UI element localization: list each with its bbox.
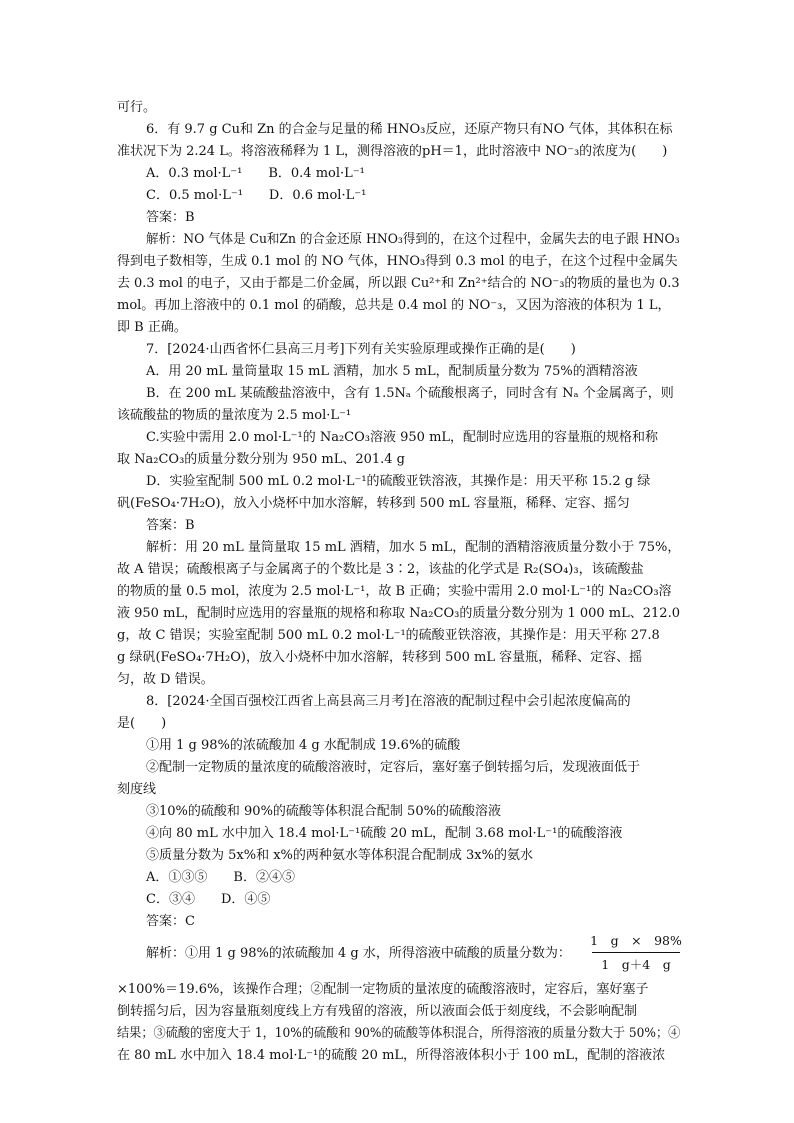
text-line: 得到电子数相等，生成 0.1 mol 的 NO 气体，HNO₃得到 0.3 mol 的电子，在这个过程中金属失	[117, 254, 678, 269]
text-line: 解析：①用 1 g 98%的浓硫酸加 4 g 水，所得溶液中硫酸的质量分数为：	[146, 946, 571, 961]
text-line: 刻度线	[117, 782, 157, 797]
text-line: C.实验中需用 2.0 mol·L⁻¹的 Na₂CO₃溶液 950 mL，配制时应选用的容量瓶的规格和称	[146, 430, 659, 445]
fraction-bar	[592, 952, 680, 953]
text-line: 可行。	[117, 100, 157, 115]
text-line: 在 80 mL 水中加入 18.4 mol·L⁻¹的硫酸 20 mL，所得溶液体积小于 100 mL，配制的溶液浓	[117, 1048, 666, 1063]
fraction-numerator: 1 g × 98%	[590, 933, 682, 948]
text-line: 6．有 9.7 g Cu和 Zn 的合金与足量的稀 HNO₃反应，还原产物只有NO 气体，其体积在标	[146, 122, 673, 137]
text-line: 即 B 正确。	[117, 320, 187, 335]
text-line: 液 950 mL，配制时应选用的容量瓶的规格和称取 Na₂CO₃的质量分数分别为 1 000 mL、212.0	[117, 606, 680, 621]
text-line: 取 Na₂CO₃的质量分数分别为 950 mL、201.4 g	[117, 452, 405, 467]
text-line: D．实验室配制 500 mL 0.2 mol·L⁻¹的硫酸亚铁溶液，其操作是：用天平称 15.2 g 绿	[146, 474, 651, 489]
text-line: g，故 C 错误；实验室配制 500 mL 0.2 mol·L⁻¹的硫酸亚铁溶液，其操作是：用天平称 27.8	[117, 628, 660, 643]
text-line: B．在 200 mL 某硫酸盐溶液中，含有 1.5Nₐ 个硫酸根离子，同时含有 Nₐ 个金属离子，则	[146, 386, 674, 401]
text-line: C．0.5 mol·L⁻¹ D．0.6 mol·L⁻¹	[146, 188, 367, 203]
text-line: 8．[2024·全国百强校江西省上高县高三月考]在溶液的配制过程中会引起浓度偏高的	[146, 694, 631, 709]
text-line: 答案：B	[146, 210, 195, 225]
text-line: A．0.3 mol·L⁻¹ B．0.4 mol·L⁻¹	[146, 166, 365, 181]
text-line: ①用 1 g 98%的浓硫酸加 4 g 水配制成 19.6%的硫酸	[146, 738, 461, 753]
text-line: ④向 80 mL 水中加入 18.4 mol·L⁻¹硫酸 20 mL，配制 3.68 mol·L⁻¹的硫酸溶液	[146, 826, 623, 841]
text-line: 答案：C	[146, 914, 195, 929]
text-line: 匀，故 D 错误。	[117, 672, 214, 687]
text-line: 的物质的量 0.5 mol，浓度为 2.5 mol·L⁻¹，故 B 正确；实验中需用 2.0 mol·L⁻¹的 Na₂CO₃溶	[117, 584, 672, 599]
text-line: 解析：NO 气体是 Cu和Zn 的合金还原 HNO₃得到的，在这个过程中，金属失去的电子跟 HNO₃	[146, 232, 680, 247]
text-line: 故 A 错误；硫酸根离子与金属离子的个数比是 3∶2，该盐的化学式是 R₂(SO₄)₃，该硫酸盐	[117, 562, 644, 577]
text-line: 倒转摇匀后，因为容量瓶刻度线上方有残留的溶液，所以液面会低于刻度线，不会影响配制	[117, 1004, 638, 1019]
text-line: C．③④ D．④⑤	[146, 892, 271, 907]
text-line: 去 0.3 mol 的电子，又由于都是二价金属，所以跟 Cu²⁺和 Zn²⁺结合的 NO⁻₃的物质的量也为 0.3	[117, 276, 680, 291]
text-line: ②配制一定物质的量浓度的硫酸溶液时，定容后，塞好塞子倒转摇匀后，发现液面低于	[146, 760, 641, 775]
text-line: 结果；③硫酸的密度大于 1，10%的硫酸和 90%的硫酸等体积混合，所得溶液的质量分数大于 50%；④	[117, 1026, 681, 1041]
text-line: ③10%的硫酸和 90%的硫酸等体积混合配制 50%的硫酸溶液	[146, 804, 501, 819]
text-line: 是( )	[117, 716, 167, 731]
text-line: 答案：B	[146, 518, 195, 533]
text-line: 准状况下为 2.24 L。将溶液稀释为 1 L，测得溶液的pH＝1，此时溶液中 NO⁻₃的浓度为( )	[117, 144, 668, 159]
text-line: 7．[2024·山西省怀仁县高三月考]下列有关实验原理或操作正确的是( )	[146, 342, 576, 357]
text-line: 解析：用 20 mL 量筒量取 15 mL 酒精，加水 5 mL，配制的酒精溶液质量分数小于 75%，	[146, 540, 681, 555]
text-line: ×100%＝19.6%，该操作合理；②配制一定物质的量浓度的硫酸溶液时，定容后，塞好塞子	[117, 982, 649, 997]
text-line: 该硫酸盐的物质的量浓度为 2.5 mol·L⁻¹	[117, 408, 352, 423]
text-line: g 绿矾(FeSO₄·7H₂O)，放入小烧杯中加水溶解，转移到 500 mL 容量瓶，稀释、定容、摇	[117, 650, 643, 665]
text-line: A．①③⑤ B．②④⑤	[146, 870, 295, 885]
text-line: ⑤质量分数为 5x%和 x%的两种氨水等体积混合配制成 3x%的氨水	[146, 848, 533, 863]
text-line: 矾(FeSO₄·7H₂O)，放入小烧杯中加水溶解，转移到 500 mL 容量瓶，稀释、定容、摇匀	[117, 496, 630, 511]
text-line: mol。再加上溶液中的 0.1 mol 的硝酸，总共是 0.4 mol 的 NO⁻₃，又因为溶液的体积为 1 L，	[117, 298, 671, 313]
text-line: A．用 20 mL 量筒量取 15 mL 酒精，加水 5 mL，配制质量分数为 75%的酒精溶液	[146, 364, 638, 379]
fraction-denominator: 1 g＋4 g	[601, 957, 671, 972]
